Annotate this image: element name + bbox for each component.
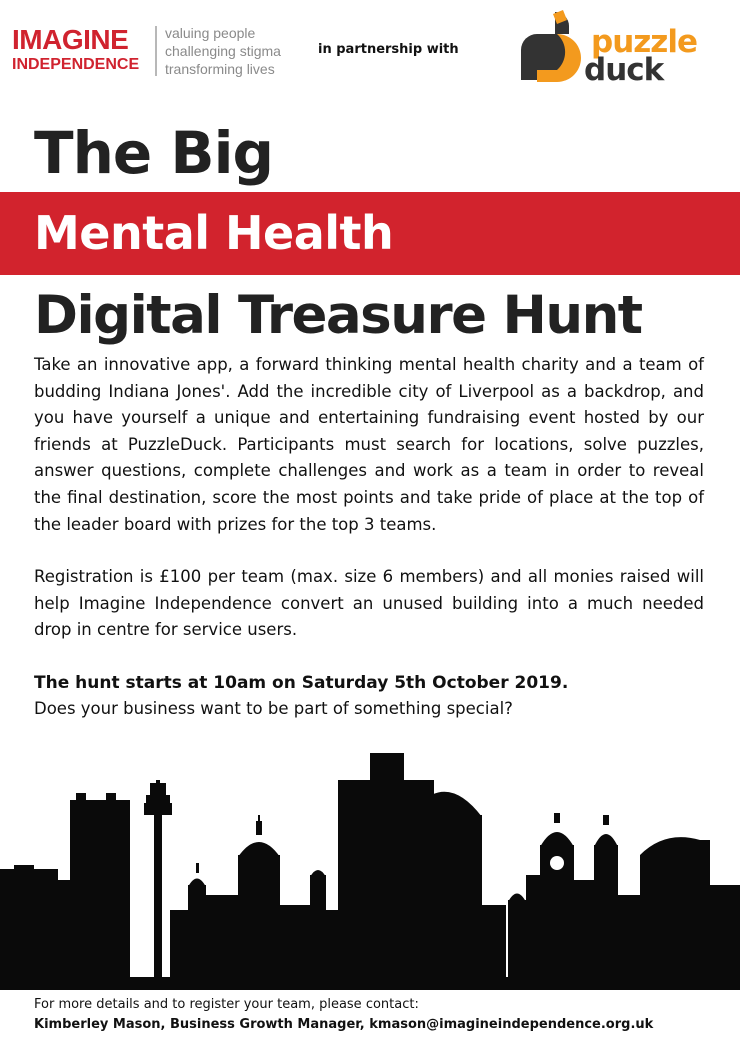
- puzzleduck-word-puzzle: puzzle: [591, 24, 697, 60]
- puzzleduck-logo: [515, 10, 715, 88]
- logo-divider: [155, 26, 157, 76]
- title-line-3: Digital Treasure Hunt: [34, 285, 642, 346]
- logo-imagine-text: IMAGINE: [12, 24, 129, 55]
- footer-intro: For more details and to register your team, please contact:: [34, 997, 419, 1012]
- footer: [34, 995, 724, 1035]
- header: [0, 0, 740, 110]
- tagline-line-3: transforming lives: [165, 61, 275, 77]
- tagline-line-1: valuing people: [165, 25, 256, 41]
- business-question: Does your business want to be part of something special?: [34, 698, 513, 718]
- description-paragraph: Take an innovative app, a forward thinking mental health charity and a team of budding Indiana Jones'. Add the incredible city of Liverpool as a backdrop, and you have yourself a unique and entertaining fundraising event hosted by our friends at PuzzleDuck. Participants must search for locations, solve puzzles, answer questions, complete challenges and work as a team in order to reveal the final destination, score the most points and take pride of place at the top of the leader board with prizes for the top 3 teams.: [34, 355, 704, 534]
- title-line-1: The Big: [34, 119, 273, 187]
- skyline-silhouette-icon: [0, 745, 740, 990]
- registration-paragraph: Registration is £100 per team (max. size 6 members) and all monies raised will help Imagine Independence convert an unused building into a much needed drop in centre for service users.: [34, 567, 704, 640]
- title-red-band: [0, 192, 740, 275]
- puzzleduck-word-duck: duck: [584, 52, 664, 88]
- event-date-line: The hunt starts at 10am on Saturday 5th October 2019.: [34, 672, 569, 693]
- body-text: [34, 352, 704, 722]
- tagline-line-2: challenging stigma: [165, 43, 281, 59]
- logo-tagline: [165, 24, 281, 78]
- puzzleduck-logo-mark-icon: [515, 10, 593, 88]
- logo-independence-text: INDEPENDENCE: [12, 56, 140, 73]
- footer-contact: Kimberley Mason, Business Growth Manager, kmason@imagineindependence.org.uk: [34, 1017, 654, 1032]
- title-line-2: Mental Health: [34, 206, 394, 260]
- partnership-text: in partnership with: [318, 42, 459, 57]
